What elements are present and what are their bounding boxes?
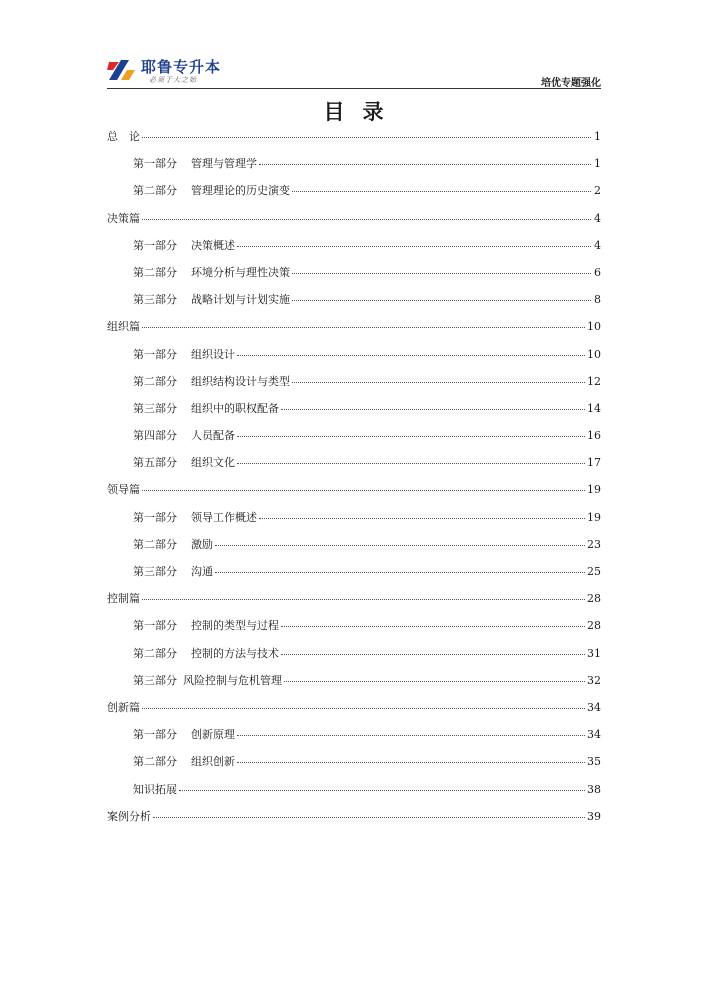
- toc-leader-dots: [292, 382, 585, 383]
- toc-entry-label: 人员配备: [191, 429, 235, 443]
- toc-entry-label: 创新原理: [191, 728, 235, 742]
- header-rule: [107, 88, 601, 89]
- toc-entry-label: 组织文化: [191, 456, 235, 470]
- toc-entry-number: 第五部分: [133, 456, 177, 470]
- toc-entry-label: 控制的类型与过程: [191, 619, 279, 633]
- toc-entry-number: 第二部分: [133, 184, 177, 198]
- toc-entry-page: 10: [587, 347, 601, 361]
- toc-leader-dots: [292, 300, 591, 301]
- toc-leader-dots: [142, 327, 585, 328]
- toc-entry-number: 第二部分: [133, 265, 177, 279]
- toc-leader-dots: [281, 654, 585, 655]
- toc-entry[interactable]: [107, 427, 601, 454]
- toc-entry-label: 激励: [191, 537, 213, 551]
- toc-entry[interactable]: [107, 210, 601, 237]
- toc-entry-number: 第四部分: [133, 429, 177, 443]
- toc-leader-dots: [142, 599, 585, 600]
- toc-entry-label: 风险控制与危机管理: [183, 673, 282, 687]
- toc-entry-label: 战略计划与计划实施: [191, 293, 290, 307]
- header-tag: 培优专题强化: [541, 78, 601, 89]
- toc-entry-label: 组织创新: [191, 755, 235, 769]
- toc-entry[interactable]: [107, 291, 601, 318]
- toc-entry-number: 第三部分: [133, 565, 177, 578]
- toc-entry-number: 第三部分: [133, 293, 177, 307]
- toc-entry[interactable]: [107, 318, 601, 345]
- toc-entry-number: 第一部分: [133, 347, 177, 361]
- toc-entry-page: 12: [587, 374, 601, 388]
- toc-leader-dots: [237, 355, 585, 356]
- toc-entry-number: 第二部分: [133, 646, 177, 660]
- toc-entry[interactable]: [107, 155, 601, 182]
- toc-leader-dots: [284, 681, 585, 682]
- toc-entry-label: 领导工作概述: [191, 510, 257, 524]
- toc-entry-page: 19: [587, 510, 601, 524]
- toc-entry-page: 4: [594, 211, 601, 225]
- toc-leader-dots: [179, 790, 585, 791]
- toc-leader-dots: [281, 626, 585, 627]
- toc-leader-dots: [215, 572, 585, 573]
- toc-entry-label: 创新篇: [107, 700, 140, 714]
- toc-entry-label: 控制篇: [107, 592, 140, 606]
- toc-entry[interactable]: [107, 590, 601, 617]
- toc-leader-dots: [292, 191, 591, 192]
- toc-entry-label: 沟通: [191, 565, 213, 578]
- toc-entry-label: 决策篇: [107, 211, 140, 225]
- toc-entry-page: 23: [587, 537, 601, 551]
- toc-leader-dots: [237, 762, 585, 763]
- logo: [107, 56, 237, 86]
- toc-entry-page: 38: [587, 782, 601, 796]
- toc-entry[interactable]: [107, 182, 601, 209]
- toc-entry-page: 19: [587, 483, 601, 497]
- toc-entry-label: 组织篇: [107, 320, 140, 334]
- toc-leader-dots: [237, 463, 585, 464]
- toc-entry-label: 管理与管理学: [191, 157, 257, 171]
- toc-entry[interactable]: [107, 128, 601, 155]
- toc-leader-dots: [281, 409, 585, 410]
- toc-entry-page: 34: [587, 700, 601, 714]
- toc-entry-page: 17: [587, 456, 601, 470]
- toc-entry-number: 第二部分: [133, 755, 177, 769]
- toc-entry-page: 32: [587, 673, 601, 687]
- toc-entry[interactable]: [107, 726, 601, 753]
- toc-leader-dots: [142, 137, 591, 138]
- toc-leader-dots: [142, 219, 591, 220]
- toc-entry-number: 第三部分: [133, 401, 177, 415]
- toc-entry[interactable]: [107, 481, 601, 508]
- toc-entry[interactable]: [107, 536, 601, 563]
- toc-entry-page: 1: [594, 130, 601, 143]
- toc-entry-number: 第一部分: [133, 238, 177, 252]
- toc-entry-page: 16: [587, 429, 601, 443]
- toc-entry-page: 10: [587, 320, 601, 334]
- toc-entry[interactable]: [107, 808, 601, 835]
- toc-entry-label: 决策概述: [191, 238, 235, 252]
- toc-entry[interactable]: [107, 237, 601, 264]
- toc-entry[interactable]: [107, 672, 601, 699]
- toc-entry-number: 第二部分: [133, 537, 177, 551]
- toc-entry-label: 组织结构设计与类型: [191, 374, 290, 388]
- toc-entry[interactable]: [107, 454, 601, 481]
- toc-entry-page: 34: [587, 728, 601, 742]
- toc-entry-page: 4: [594, 238, 601, 252]
- toc-entry[interactable]: [107, 264, 601, 291]
- toc-entry[interactable]: [107, 645, 601, 672]
- toc-entry[interactable]: [107, 400, 601, 427]
- toc-leader-dots: [142, 708, 585, 709]
- toc-entry-page: 25: [587, 565, 601, 578]
- toc-entry-page: 14: [587, 401, 601, 415]
- toc-entry-label: 管理理论的历史演变: [191, 184, 290, 198]
- toc-leader-dots: [237, 735, 585, 736]
- toc-entry-label: 环境分析与理性决策: [191, 265, 290, 279]
- toc-entry-page: 28: [587, 619, 601, 633]
- toc-entry-label: 组织中的职权配备: [191, 401, 279, 415]
- toc-entry-number: 第一部分: [133, 510, 177, 524]
- toc-entry-number: 第一部分: [133, 728, 177, 742]
- logo-mark-icon: [107, 58, 135, 82]
- toc-entry[interactable]: [107, 617, 601, 644]
- toc-entry-label: 案例分析: [107, 809, 151, 823]
- logo-slogan: 必须于大之始: [149, 76, 197, 84]
- toc-leader-dots: [153, 817, 585, 818]
- toc-entry-page: 39: [587, 809, 601, 823]
- toc-entry[interactable]: [107, 346, 601, 373]
- toc-entry-number: 第三部分: [133, 673, 177, 687]
- toc-entry[interactable]: [107, 373, 601, 400]
- toc-entry-page: 35: [587, 755, 601, 769]
- toc-leader-dots: [259, 518, 585, 519]
- toc-entry-label: 总 论: [107, 130, 140, 143]
- toc-entry[interactable]: [107, 563, 601, 590]
- page-header: [107, 52, 601, 90]
- toc-entry-label: 知识拓展: [133, 782, 177, 796]
- logo-name: 耶鲁专升本: [141, 58, 222, 76]
- toc-leader-dots: [237, 436, 585, 437]
- toc-leader-dots: [142, 490, 585, 491]
- toc-entry-page: 6: [594, 265, 601, 279]
- toc-leader-dots: [215, 545, 585, 546]
- toc-entry-label: 控制的方法与技术: [191, 646, 279, 660]
- toc-entry-label: 组织设计: [191, 347, 235, 361]
- toc-entry-page: 8: [594, 293, 601, 307]
- toc-entry-number: 第一部分: [133, 157, 177, 171]
- toc-leader-dots: [237, 246, 591, 247]
- toc-entry[interactable]: [107, 509, 601, 536]
- toc-entry[interactable]: [107, 781, 601, 808]
- toc-entry-page: 28: [587, 592, 601, 606]
- table-of-contents: [107, 128, 601, 835]
- toc-entry-page: 31: [587, 646, 601, 660]
- toc-entry[interactable]: [107, 699, 601, 726]
- toc-entry-number: 第二部分: [133, 374, 177, 388]
- toc-entry-page: 2: [594, 184, 601, 198]
- toc-entry-page: 1: [594, 157, 601, 171]
- toc-entry[interactable]: [107, 753, 601, 780]
- toc-leader-dots: [292, 273, 591, 274]
- page-title: 目录: [323, 100, 402, 124]
- toc-leader-dots: [259, 164, 591, 165]
- toc-entry-label: 领导篇: [107, 483, 140, 497]
- toc-entry-number: 第一部分: [133, 619, 177, 633]
